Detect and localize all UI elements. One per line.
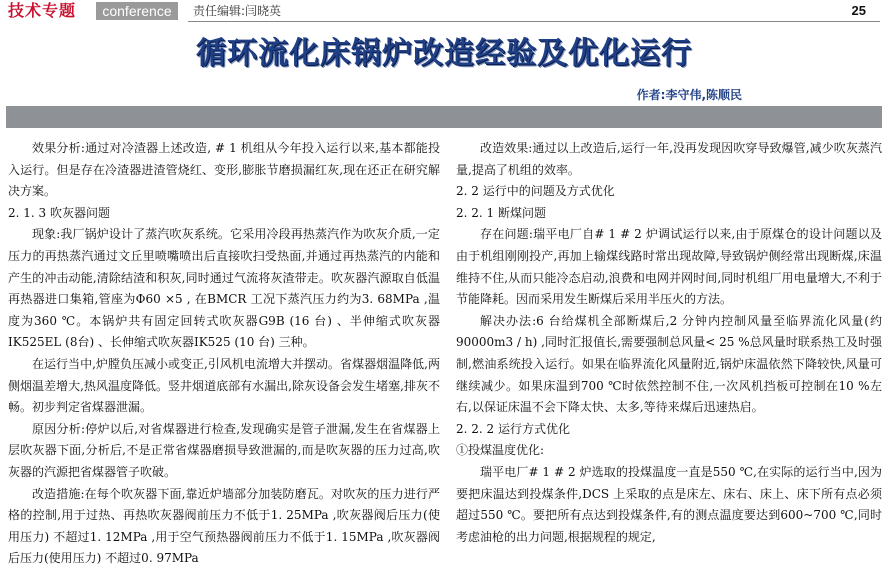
paragraph: 原因分析:停炉以后,对省煤器进行检查,发现确实是管子泄漏,发生在省煤器上层吹灰器下面,分析后,不是正常省煤器磨损导致泄漏的,而是吹灰器的压力过高,吹灰器的汽源把省煤器管子吹破。 xyxy=(8,421,440,479)
section-tag: 技术专题 xyxy=(8,1,77,20)
article-title: 循环流化床锅炉改造经验及优化运行 xyxy=(196,36,692,71)
section-heading: 2. 2 运行中的问题及方式优化 xyxy=(456,184,615,199)
conference-label: conference xyxy=(96,2,178,20)
paragraph: 瑞平电厂# 1 # 2 炉选取的投煤温度一直是550 ℃,在实际的运行当中,因为要把床温达到投煤条件,DCS 上采取的点是床左、床右、床上、床下所有点必须超过550 ℃。要把所有点达到投煤条件,有的测点温度要达到600~700 ℃,同时考虑油枪的出力问题,根据规程的规定, xyxy=(456,464,882,544)
paragraph: 解决办法:6 台给煤机全部断煤后,2 分钟内控制风量至临界流化风量(约90000m3 / h) ,同时汇报值长,需要强制总风量< 25 %总风量时联系热工及时强制,燃油系统投入运行。如果在临界流化风量附近,锅炉床温依然下降较快,风量可继续减少。如果床温到700 ℃时依然控制不住,一次风机挡板可控制在10 %左右,以保证床温不会下降太快、太多,等待来煤后迅速热启。 xyxy=(456,313,882,415)
section-heading: 2. 1. 3 吹灰器问题 xyxy=(8,205,110,220)
subsection-heading: ①投煤温度优化: xyxy=(456,443,545,458)
section-heading: 2. 2. 2 运行方式优化 xyxy=(456,421,570,436)
page-header xyxy=(0,0,888,22)
header-rule xyxy=(188,21,880,22)
paragraph: 效果分析:通过对冷渣器上述改造, # 1 机组从今年投入运行以来,基本都能投入运行。但是存在冷渣器进渣管烧红、变形,膨胀节磨损漏红灰,现在还正在研究解决方案。 xyxy=(8,141,440,199)
paragraph: 改造措施:在每个吹灰器下面,靠近炉墙部分加装防磨瓦。对吹灰的压力进行严格的控制,用于过热、再热吹灰器阀前压力不低于1. 25MPa ,吹灰器阀后压力(使用压力) 不超过1. 12MPa ,用于空气预热器阀前压力不低于1. 15MPa ,吹灰器阀后压力(使用压力) 不超过0. 97MPa xyxy=(8,486,440,566)
paragraph: 现象:我厂锅炉设计了蒸汽吹灰系统。它采用冷段再热蒸汽作为吹灰介质,一定压力的再热蒸汽通过文丘里喷嘴喷出后直接吹扫受热面,并通过再热蒸汽的内能和产生的冲击动能,清除结渣和积灰,同时通过气流将灰渣带走。吹灰器汽源取自低温再热器进口集箱,管座为Φ60 ×5 , 在BMCR 工况下蒸汽压力约为3. 68MPa ,温度为360 ℃。本锅炉共有固定回转式吹灰器G9B (16 台) 、半伸缩式吹灰器IK525EL (8台) 、长伸缩式吹灰器IK525 (10 台) 三种。 xyxy=(8,227,440,350)
title-divider-band xyxy=(6,106,882,128)
page-number: 25 xyxy=(851,3,866,18)
left-column xyxy=(8,138,440,570)
section-heading: 2. 2. 1 断煤问题 xyxy=(456,205,546,220)
right-column xyxy=(456,138,882,548)
paragraph: 在运行当中,炉膛负压减小或变正,引风机电流增大并摆动。省煤器烟温降低,两侧烟温差增大,热风温度降低。竖井烟道底部有水漏出,除灰设备会发生堵塞,排灰不畅。初步判定省煤器泄漏。 xyxy=(8,356,440,415)
editor-credit: 责任编辑:闫晓英 xyxy=(193,4,282,18)
article-author: 作者:李守伟,陈顺民 xyxy=(636,88,742,102)
paragraph: 改造效果:通过以上改造后,运行一年,没再发现因吹穿导致爆管,减少吹灰蒸汽量,提高了机组的效率。 xyxy=(456,141,882,177)
paragraph: 存在问题:瑞平电厂自# 1 # 2 炉调试运行以来,由于原煤仓的设计问题以及由于机组刚刚投产,再加上输煤线路时常出现故障,导致锅炉侧经常出现断煤,床温维持不住,从而只能冷态启动,浪费和电网并网时间,同时机组厂用电量增大,不利于节能降耗。因而采用发生断煤后采用半压火的方法。 xyxy=(456,227,882,307)
